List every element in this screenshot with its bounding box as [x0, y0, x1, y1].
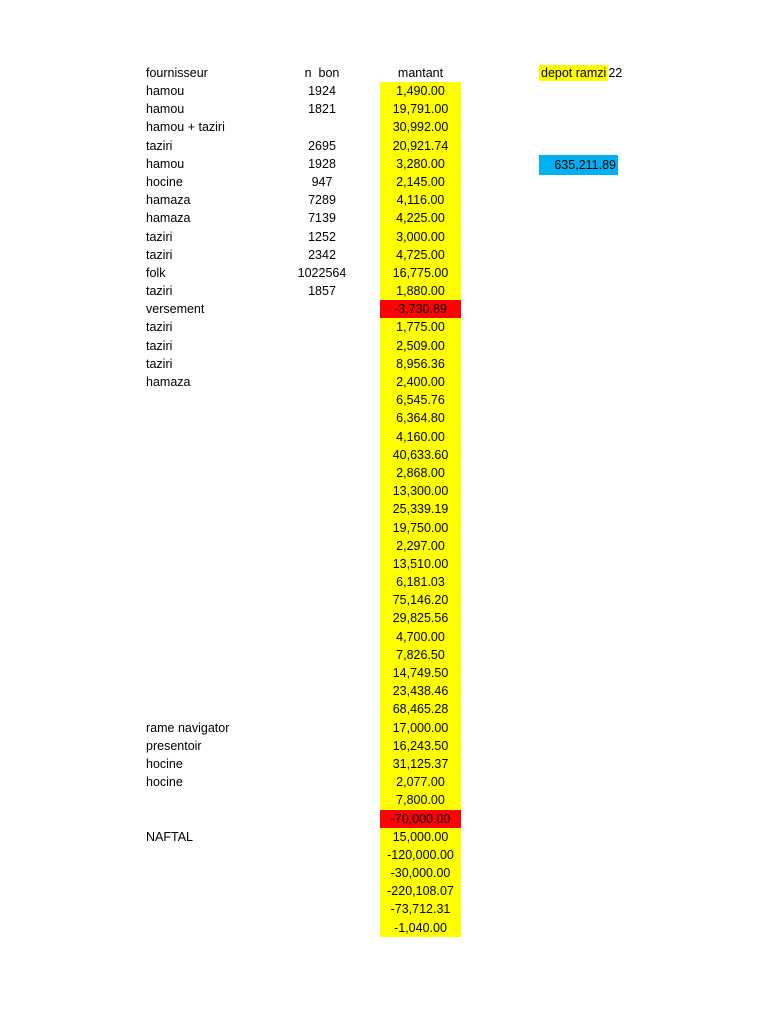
table-row [0, 409, 768, 427]
table-row [0, 900, 768, 918]
table-row [0, 355, 768, 373]
cell-mantant[interactable]: 17,000.00 [380, 719, 461, 737]
cell-fournisseur[interactable]: hamou [146, 84, 185, 98]
cell-mantant[interactable]: 31,125.37 [380, 755, 461, 773]
table-row [0, 118, 768, 136]
cell-mantant[interactable]: 15,000.00 [380, 828, 461, 846]
cell-fournisseur[interactable]: folk [146, 265, 166, 280]
table-row [0, 555, 768, 573]
cell-mantant[interactable]: 30,992.00 [380, 118, 461, 136]
cell-fournisseur[interactable]: NAFTAL [146, 829, 193, 844]
cell-n-bon[interactable]: 2695 [308, 138, 336, 153]
table-row [0, 719, 768, 737]
cell-mantant[interactable]: -1,040.00 [380, 919, 461, 937]
table-row [0, 337, 768, 355]
cell-n-bon[interactable]: 2342 [308, 247, 336, 262]
cell-fournisseur[interactable]: taziri [146, 356, 173, 371]
cell-mantant[interactable]: 23,438.46 [380, 682, 461, 700]
table-row [0, 682, 768, 700]
table-row [0, 428, 768, 446]
side-total-cell[interactable]: 635,211.89 [539, 155, 618, 175]
table-row [0, 264, 768, 282]
cell-mantant[interactable]: -73,712.31 [380, 900, 461, 918]
cell-mantant[interactable]: 1,490.00 [380, 82, 461, 100]
cell-fournisseur[interactable]: hamou [146, 156, 185, 171]
cell-mantant[interactable]: 1,775.00 [380, 318, 461, 336]
cell-mantant[interactable]: 14,749.50 [380, 664, 461, 682]
table-row [0, 173, 768, 191]
table-row [0, 864, 768, 882]
table-row [0, 373, 768, 391]
table-row [0, 391, 768, 409]
table-row [0, 209, 768, 227]
table-row [0, 318, 768, 336]
cell-mantant[interactable]: 3,000.00 [380, 228, 461, 246]
cell-mantant[interactable]: 1,880.00 [380, 282, 461, 300]
cell-n-bon[interactable]: 1252 [308, 229, 336, 244]
cell-mantant[interactable]: 2,297.00 [380, 537, 461, 555]
table-row [0, 791, 768, 809]
table-row [0, 300, 768, 318]
table-row [0, 500, 768, 518]
header-n-bon[interactable]: n bon [304, 66, 340, 80]
table-row [0, 919, 768, 937]
cell-fournisseur[interactable]: taziri [146, 284, 173, 299]
table-row [0, 828, 768, 846]
cell-fournisseur[interactable]: hocine [146, 775, 183, 790]
cell-mantant[interactable]: 6,181.03 [380, 573, 461, 591]
table-row [0, 591, 768, 609]
data-rows [0, 82, 768, 937]
cell-mantant[interactable]: 6,364.80 [380, 409, 461, 427]
cell-mantant[interactable]: -30,000.00 [380, 864, 461, 882]
cell-fournisseur[interactable]: hocine [146, 756, 183, 771]
table-row [0, 246, 768, 264]
cell-fournisseur[interactable]: hocine [146, 174, 183, 189]
side-label: depot ramzi [541, 66, 607, 80]
cell-mantant[interactable]: 29,825.56 [380, 609, 461, 627]
cell-fournisseur[interactable]: taziri [146, 338, 173, 353]
cell-fournisseur[interactable]: rame navigator [146, 720, 230, 735]
table-row [0, 482, 768, 500]
cell-fournisseur[interactable]: hamaza [146, 193, 191, 208]
cell-n-bon[interactable]: 1857 [308, 284, 336, 299]
table-row [0, 282, 768, 300]
cell-mantant[interactable]: 16,775.00 [380, 264, 461, 282]
table-row [0, 646, 768, 664]
table-row [0, 137, 768, 155]
table-row [0, 609, 768, 627]
table-row [0, 846, 768, 864]
cell-mantant[interactable]: 2,145.00 [380, 173, 461, 191]
table-row [0, 519, 768, 537]
cell-mantant[interactable]: 4,725.00 [380, 246, 461, 264]
table-row [0, 155, 768, 173]
cell-fournisseur[interactable]: taziri [146, 138, 173, 153]
cell-mantant[interactable]: 2,868.00 [380, 464, 461, 482]
table-row [0, 810, 768, 828]
table-row [0, 628, 768, 646]
table-row [0, 464, 768, 482]
cell-fournisseur[interactable]: hamou [146, 102, 185, 117]
side-label-suffix: 22 [608, 66, 623, 80]
cell-n-bon[interactable]: 7289 [308, 193, 336, 208]
cell-fournisseur[interactable]: presentoir [146, 738, 202, 753]
cell-mantant[interactable]: 2,509.00 [380, 337, 461, 355]
cell-n-bon[interactable]: 1928 [308, 156, 336, 171]
cell-mantant[interactable]: -120,000.00 [380, 846, 461, 864]
cell-mantant[interactable]: 68,465.28 [380, 700, 461, 718]
table-row [0, 537, 768, 555]
cell-fournisseur[interactable]: taziri [146, 320, 173, 335]
table-row [0, 755, 768, 773]
table-row [0, 664, 768, 682]
cell-n-bon[interactable]: 947 [311, 174, 333, 189]
cell-mantant[interactable]: 4,225.00 [380, 209, 461, 227]
cell-mantant[interactable]: 25,339.19 [380, 500, 461, 518]
cell-mantant[interactable]: -3,730.89 [380, 300, 461, 318]
cell-mantant[interactable]: 2,400.00 [380, 373, 461, 391]
cell-mantant[interactable]: 3,280.00 [380, 155, 461, 173]
cell-n-bon[interactable]: 1022564 [297, 265, 347, 280]
table-row [0, 191, 768, 209]
cell-mantant[interactable]: 4,160.00 [380, 428, 461, 446]
cell-mantant[interactable]: -70,000.00 [380, 810, 461, 828]
cell-mantant[interactable]: 8,956.36 [380, 355, 461, 373]
cell-mantant[interactable]: 6,545.76 [380, 391, 461, 409]
cell-mantant[interactable]: 19,750.00 [380, 519, 461, 537]
cell-n-bon[interactable]: 7139 [308, 211, 336, 226]
cell-n-bon[interactable]: 1924 [308, 84, 336, 98]
table-row [0, 228, 768, 246]
side-label-cell[interactable] [539, 64, 622, 82]
cell-mantant[interactable]: -220,108.07 [380, 882, 461, 900]
table-row [0, 82, 768, 100]
cell-mantant[interactable]: 7,826.50 [380, 646, 461, 664]
cell-mantant[interactable]: 13,510.00 [380, 555, 461, 573]
cell-mantant[interactable]: 13,300.00 [380, 482, 461, 500]
table-row [0, 882, 768, 900]
cell-mantant[interactable]: 2,077.00 [380, 773, 461, 791]
cell-mantant[interactable]: 7,800.00 [380, 791, 461, 809]
cell-n-bon[interactable]: 1821 [308, 102, 336, 117]
cell-mantant[interactable]: 40,633.60 [380, 446, 461, 464]
table-row [0, 773, 768, 791]
cell-fournisseur[interactable]: versement [146, 302, 205, 317]
cell-fournisseur[interactable]: taziri [146, 229, 173, 244]
cell-fournisseur[interactable]: hamaza [146, 211, 191, 226]
table-row [0, 446, 768, 464]
cell-mantant[interactable]: 20,921.74 [380, 137, 461, 155]
cell-mantant[interactable]: 16,243.50 [380, 737, 461, 755]
cell-mantant[interactable]: 19,791.00 [380, 100, 461, 118]
table-row [0, 100, 768, 118]
cell-fournisseur[interactable]: hamou + taziri [146, 120, 225, 135]
cell-mantant[interactable]: 75,146.20 [380, 591, 461, 609]
cell-fournisseur[interactable]: hamaza [146, 375, 191, 389]
header-mantant[interactable]: mantant [397, 66, 444, 80]
table-row [0, 700, 768, 718]
table-row [0, 573, 768, 591]
cell-mantant[interactable]: 4,116.00 [380, 191, 461, 209]
table-row [0, 737, 768, 755]
cell-mantant[interactable]: 4,700.00 [380, 628, 461, 646]
cell-fournisseur[interactable]: taziri [146, 247, 173, 262]
header-fournisseur[interactable]: fournisseur [146, 66, 208, 80]
